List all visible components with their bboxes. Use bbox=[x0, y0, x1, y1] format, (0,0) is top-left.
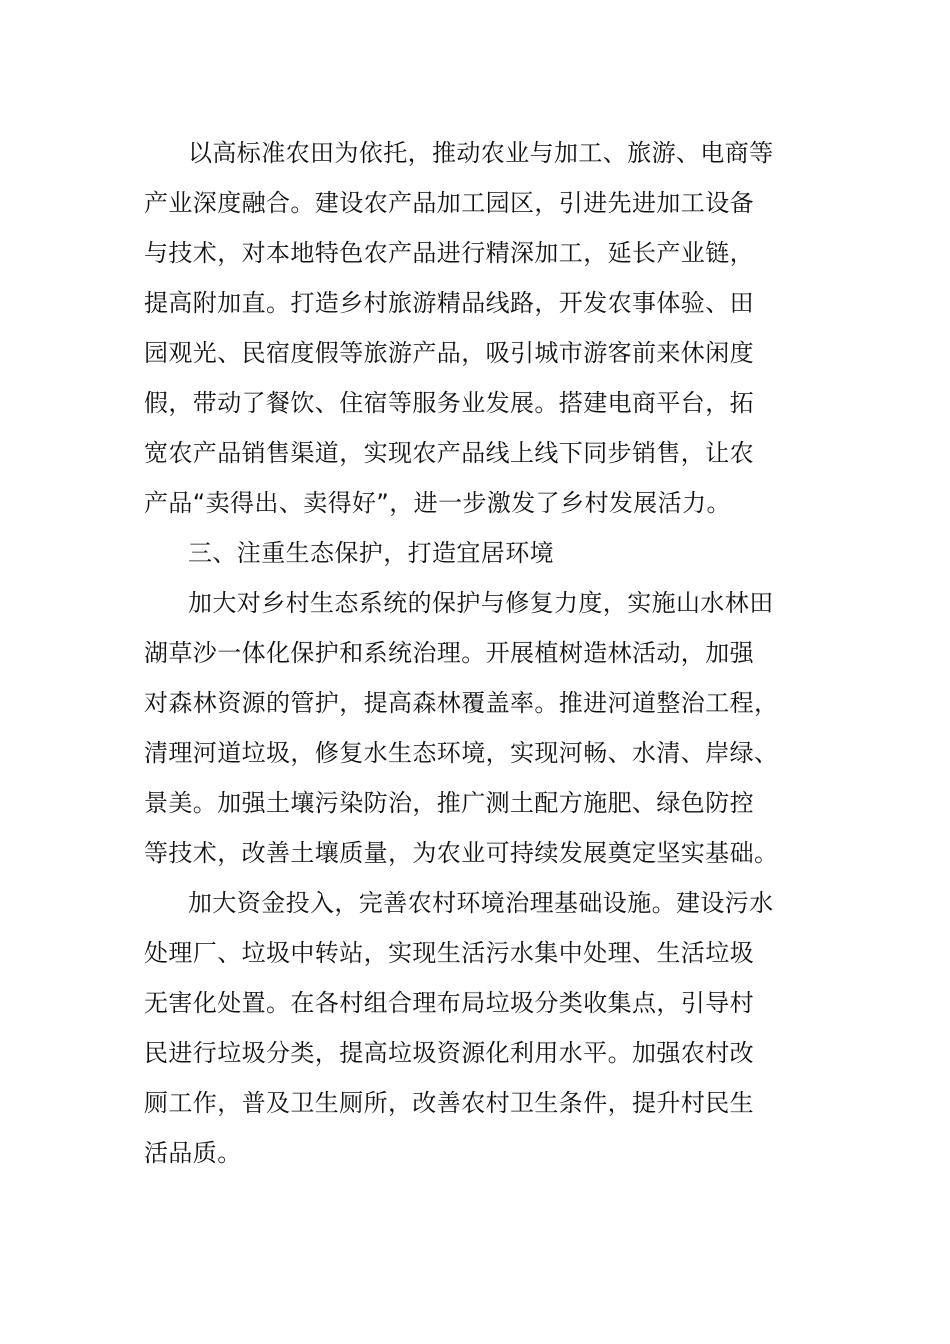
paragraph-line: 湖草沙一体化保护和系统治理。开展植树造林活动，加强 bbox=[144, 639, 754, 667]
paragraph-line: 加大对乡村生态系统的保护与修复力度，实施山水林田 bbox=[188, 589, 774, 617]
paragraph-line: 无害化处置。在各村组合理布局垃圾分类收集点，引导村 bbox=[144, 989, 754, 1017]
paragraph-line: 产业深度融合。建设农产品加工园区，引进先进加工设备 bbox=[144, 189, 754, 217]
paragraph-line: 清理河道垃圾，修复水生态环境，实现河畅、水清、岸绿、 bbox=[144, 739, 779, 767]
section-heading: 三、注重生态保护，打造宜居环境 bbox=[188, 539, 554, 567]
paragraph-line: 园观光、民宿度假等旅游产品，吸引城市游客前来休闲度 bbox=[144, 339, 754, 367]
paragraph-line: 厕工作，普及卫生厕所，改善农村卫生条件，提升村民生 bbox=[144, 1089, 754, 1117]
paragraph-line: 宽农产品销售渠道，实现农产品线上线下同步销售，让农 bbox=[144, 439, 754, 467]
paragraph-line: 对森林资源的管护，提高森林覆盖率。推进河道整治工程， bbox=[144, 689, 779, 717]
paragraph-line: 等技术，改善土壤质量，为农业可持续发展奠定坚实基础。 bbox=[144, 839, 779, 867]
paragraph-line: 活品质。 bbox=[144, 1139, 242, 1167]
paragraph-line: 景美。加强土壤污染防治，推广测土配方施肥、绿色防控 bbox=[144, 789, 754, 817]
document-body bbox=[144, 128, 806, 1178]
paragraph-line: 加大资金投入，完善农村环境治理基础设施。建设污水 bbox=[188, 889, 774, 917]
paragraph-line: 假，带动了餐饮、住宿等服务业发展。搭建电商平台，拓 bbox=[144, 389, 754, 417]
paragraph-line: 民进行垃圾分类，提高垃圾资源化利用水平。加强农村改 bbox=[144, 1039, 754, 1067]
paragraph-line: 提高附加直。打造乡村旅游精品线路，开发农事体验、田 bbox=[144, 289, 754, 317]
paragraph-line: 处理厂、垃圾中转站，实现生活污水集中处理、生活垃圾 bbox=[144, 939, 754, 967]
paragraph-line: 以高标准农田为依托，推动农业与加工、旅游、电商等 bbox=[188, 139, 774, 167]
paragraph-line: 与技术，对本地特色农产品进行精深加工，延长产业链， bbox=[144, 239, 754, 267]
paragraph-line: 产品“卖得出、卖得好”，进一步激发了乡村发展活力。 bbox=[144, 489, 731, 517]
